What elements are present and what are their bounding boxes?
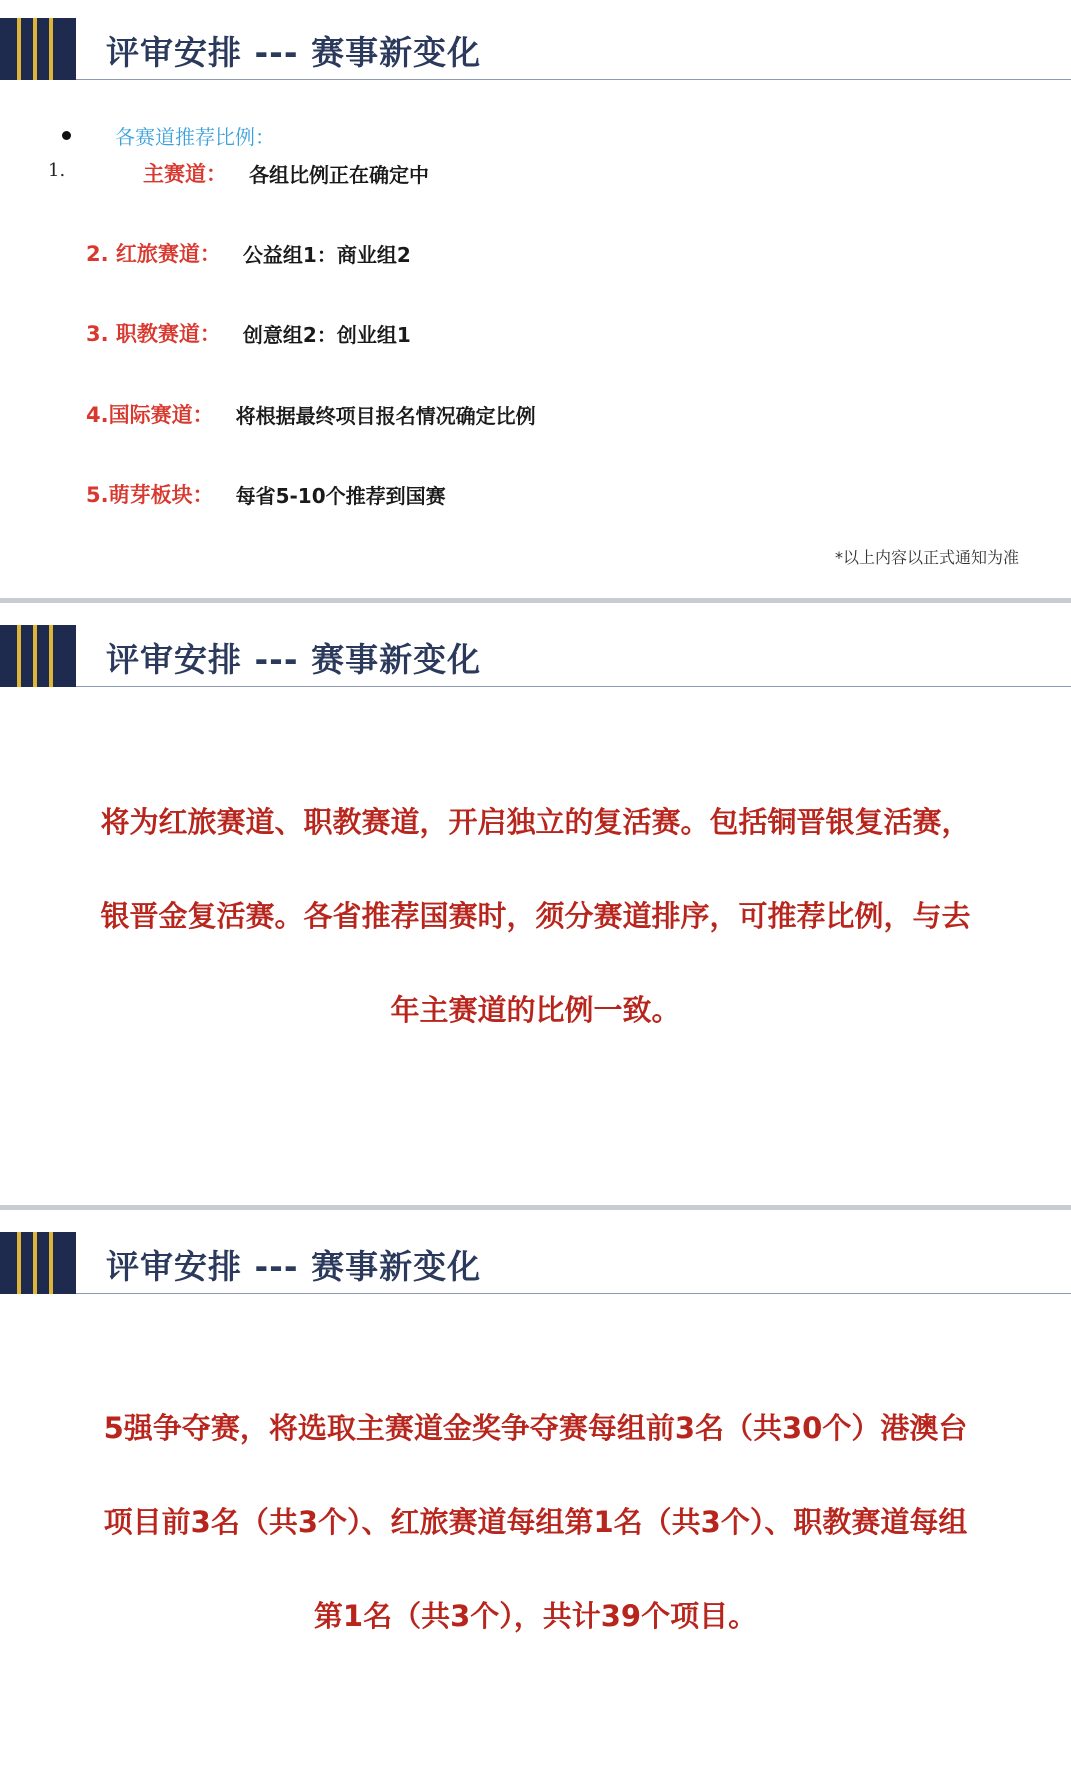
slide-title: 评审安排 --- 赛事新变化 — [106, 1247, 482, 1286]
slide-revival-match — [0, 607, 1071, 1205]
slide-top5-contest — [0, 1214, 1071, 1789]
body-paragraph: 将为红旅赛道、职教赛道，开启独立的复活赛。包括铜晋银复活赛，银晋金复活赛。各省推荐国赛时，须分赛道排序，可推荐比例，与去年主赛道的比例一致。 — [100, 805, 971, 1027]
header-logo-block — [0, 1232, 76, 1294]
header-stripe — [17, 1232, 21, 1294]
header-logo-block — [0, 625, 76, 687]
list-item-international-track — [86, 399, 536, 429]
list-item-red-tour-track — [86, 238, 411, 268]
list-item-vocational-track — [86, 318, 411, 348]
header-stripe — [49, 1232, 53, 1294]
header-divider — [76, 686, 1071, 687]
header-stripe — [33, 1232, 37, 1294]
header-stripe — [49, 18, 53, 80]
item-label: 2. 红旅赛道： — [86, 242, 221, 266]
list-item-sprout-section — [86, 479, 446, 509]
header-stripe — [17, 625, 21, 687]
list-number: 1. — [48, 160, 66, 181]
header-stripe — [33, 625, 37, 687]
item-value: 各组比例正在确定中 — [249, 162, 429, 187]
slide-recommend-ratio — [0, 0, 1071, 597]
slide-title: 评审安排 --- 赛事新变化 — [106, 33, 482, 72]
header-stripe — [17, 18, 21, 80]
header-stripe — [33, 18, 37, 80]
header-logo-block — [0, 18, 76, 80]
item-label: 主赛道： — [143, 162, 227, 186]
slide-title: 评审安排 --- 赛事新变化 — [106, 640, 482, 679]
item-value: 将根据最终项目报名情况确定比例 — [235, 403, 536, 428]
item-value: 公益组1：商业组2 — [242, 242, 411, 267]
item-label: 5.萌芽板块： — [86, 483, 214, 507]
item-value: 创意组2：创业组1 — [242, 322, 411, 347]
bullet-dot-icon — [62, 131, 71, 140]
slide-separator — [0, 598, 1071, 603]
body-paragraph: 5强争夺赛，将选取主赛道金奖争夺赛每组前3名（共30个）港澳台项目前3名（共3个）、红旅赛道每组第1名（共3个）、职教赛道每组第1名（共3个），共计39个项目。 — [103, 1411, 968, 1633]
header-stripe — [49, 625, 53, 687]
slide-separator — [0, 1205, 1071, 1210]
item-label: 3. 职教赛道： — [86, 322, 221, 346]
bullet-heading — [62, 120, 275, 150]
item-label: 4.国际赛道： — [86, 403, 214, 427]
list-item-main-track — [143, 158, 429, 188]
bullet-text: 各赛道推荐比例： — [115, 124, 275, 149]
disclaimer-note: *以上内容以正式通知为准 — [834, 548, 1019, 567]
header-divider — [76, 1293, 1071, 1294]
header-divider — [76, 79, 1071, 80]
item-value: 每省5-10个推荐到国赛 — [235, 483, 446, 508]
